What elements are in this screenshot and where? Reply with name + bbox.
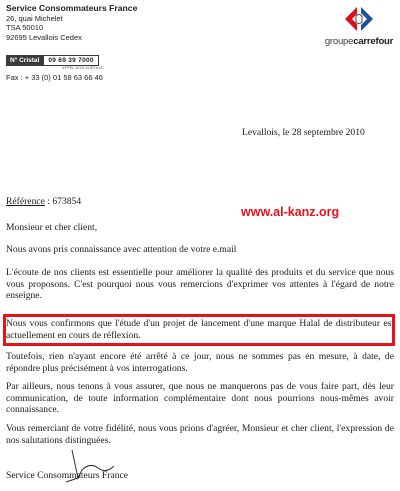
paragraph-1: Nous avons pris connaissance avec attention de votre e.mail	[6, 244, 237, 255]
greeting: Monsieur et cher client,	[6, 222, 98, 233]
sender-name: Service Consommateurs France	[6, 3, 138, 13]
logo-wordmark	[320, 36, 398, 47]
reference-value: : 673854	[47, 196, 82, 207]
highlight-box	[3, 314, 395, 346]
reference-label: Référence	[6, 196, 45, 207]
carrefour-logo	[320, 4, 398, 50]
hotline-number: 09 69 39 7000	[43, 55, 98, 66]
carrefour-emblem-icon	[342, 4, 376, 34]
hotline-subtitle: APPEL NON SURTAXE	[62, 66, 104, 70]
hotline-badge	[6, 55, 99, 66]
sender-address	[6, 4, 137, 42]
logo-prefix: groupe	[324, 36, 354, 47]
sender-address-line: TSA 50010	[6, 23, 44, 33]
website-watermark: www.al-kanz.org	[241, 205, 340, 219]
reference-line	[6, 196, 81, 207]
signature-name: Service Consommateurs France	[6, 470, 129, 481]
paragraph-4: Toutefois, rien n'ayant encore été arrêté à ce jour, nous ne sommes pas en mesure, à date, de répondre plus précisément à vos interrogations.	[6, 351, 394, 374]
hotline-label: N° Cristal	[6, 55, 43, 66]
logo-brand: carrefour	[353, 36, 394, 47]
sender-address-line: 92695 Levallois Cedex	[6, 32, 82, 42]
sender-address-line: 26, quai Michelet	[6, 13, 63, 23]
letter-date: Levallois, le 28 septembre 2010	[242, 127, 365, 138]
paragraph-2: L'écoute de nos clients est essentielle pour améliorer la qualité des produits et du service que nous vous proposons. C'est pourquoi nous vous remercions d'exprimer vos attentes à l'égard de notre enseigne.	[6, 267, 394, 302]
paragraph-6: Vous remerciant de votre fidélité, nous vous prions d'agréer, Monsieur et cher client, l'expression de nos salutations distinguées.	[6, 423, 394, 446]
paragraph-3-highlighted: Nous vous confirmons que l'étude d'un projet de lancement d'une marque Halal de distributeur est actuellement en cours de réflexion.	[6, 318, 394, 341]
fax-number: Fax : + 33 (0) 01 58 63 66 46	[6, 73, 103, 82]
paragraph-5: Par ailleurs, nous tenons à vous assurer, que nous ne manquerons pas de vous faire part, dès leur communication, de toute information complémentaire dont nous pourrions nous-mêmes avoir connaissance.	[6, 381, 394, 416]
